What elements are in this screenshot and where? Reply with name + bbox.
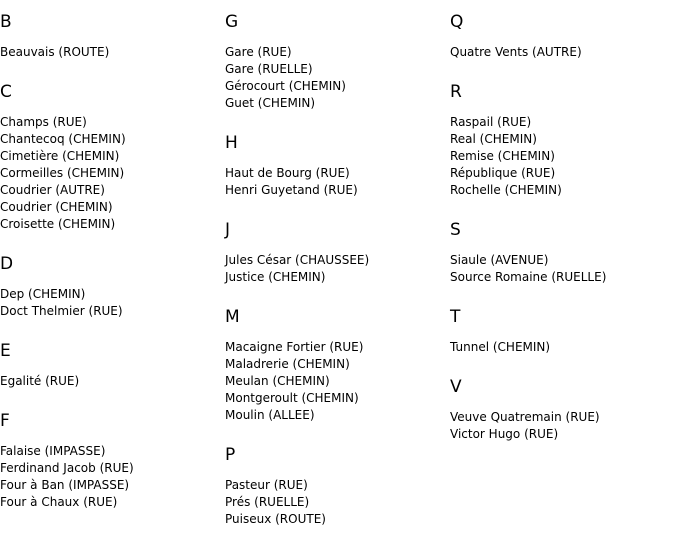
street-link[interactable]: Remise (CHEMIN) [450,149,555,163]
street-link[interactable]: Macaigne Fortier (RUE) [225,340,364,354]
street-link[interactable]: Cimetière (CHEMIN) [0,149,120,163]
street-link[interactable]: Coudrier (AUTRE) [0,183,105,197]
section-letter-heading: H [225,133,238,153]
street-link[interactable]: Gare (RUE) [225,45,292,59]
street-link[interactable]: Veuve Quatremain (RUE) [450,410,600,424]
letter-section [225,445,449,528]
street-list [450,339,674,356]
letter-section [0,341,224,390]
street-link[interactable]: Justice (CHEMIN) [225,270,326,284]
street-link[interactable]: Raspail (RUE) [450,115,532,129]
street-link[interactable]: Real (CHEMIN) [450,132,537,146]
street-list [450,44,674,61]
letter-section [225,220,449,286]
street-link[interactable]: Gérocourt (CHEMIN) [225,79,346,93]
street-list [0,443,224,511]
index-column [225,12,449,549]
street-link[interactable]: Four à Ban (IMPASSE) [0,478,130,492]
letter-section [0,12,224,61]
letter-section [450,220,674,286]
section-letter-heading: E [0,341,11,361]
street-link[interactable]: Meulan (CHEMIN) [225,374,330,388]
street-link[interactable]: Chantecoq (CHEMIN) [0,132,126,146]
street-link[interactable]: Maladrerie (CHEMIN) [225,357,350,371]
street-link[interactable]: Haut de Bourg (RUE) [225,166,350,180]
street-link[interactable]: République (RUE) [450,166,556,180]
letter-section [0,82,224,233]
street-link[interactable]: Quatre Vents (AUTRE) [450,45,582,59]
street-list [225,252,449,286]
street-list [225,477,449,528]
street-list [0,114,224,233]
index-column [450,12,674,464]
street-list [450,114,674,199]
section-letter-heading: D [0,254,14,274]
street-list [450,252,674,286]
street-list [225,165,449,199]
section-letter-heading: P [225,445,236,465]
street-link[interactable]: Gare (RUELLE) [225,62,313,76]
street-list [0,373,224,390]
letter-section [225,12,449,112]
section-letter-heading: C [0,82,12,102]
street-link[interactable]: Moulin (ALLEE) [225,408,315,422]
street-link[interactable]: Beauvais (ROUTE) [0,45,110,59]
letter-section [450,307,674,356]
street-link[interactable]: Four à Chaux (RUE) [0,495,118,509]
letter-section [225,307,449,424]
street-link[interactable]: Montgeroult (CHEMIN) [225,391,359,405]
street-link[interactable]: Guet (CHEMIN) [225,96,316,110]
street-link[interactable]: Pasteur (RUE) [225,478,308,492]
letter-section [0,254,224,320]
street-list [225,44,449,112]
letter-section [225,133,449,199]
street-link[interactable]: Doct Thelmier (RUE) [0,304,123,318]
section-letter-heading: B [0,12,12,32]
index-column [0,12,224,532]
street-list [225,339,449,424]
letter-section [450,377,674,443]
street-link[interactable]: Victor Hugo (RUE) [450,427,559,441]
street-link[interactable]: Champs (RUE) [0,115,87,129]
letter-section [0,411,224,511]
section-letter-heading: F [0,411,10,431]
section-letter-heading: G [225,12,239,32]
section-letter-heading: R [450,82,462,102]
street-link[interactable]: Coudrier (CHEMIN) [0,200,113,214]
street-list [450,409,674,443]
street-link[interactable]: Jules César (CHAUSSEE) [225,253,370,267]
street-link[interactable]: Dep (CHEMIN) [0,287,86,301]
street-link[interactable]: Ferdinand Jacob (RUE) [0,461,134,475]
street-link[interactable]: Henri Guyetand (RUE) [225,183,358,197]
street-list [0,44,224,61]
letter-section [450,82,674,199]
street-link[interactable]: Croisette (CHEMIN) [0,217,116,231]
street-link[interactable]: Falaise (IMPASSE) [0,444,106,458]
section-letter-heading: S [450,220,461,240]
street-link[interactable]: Siaule (AVENUE) [450,253,549,267]
letter-section [450,12,674,61]
street-link[interactable]: Puiseux (ROUTE) [225,512,326,526]
section-letter-heading: Q [450,12,464,32]
section-letter-heading: V [450,377,462,397]
section-letter-heading: J [225,220,231,240]
street-list [0,286,224,320]
street-link[interactable]: Prés (RUELLE) [225,495,310,509]
street-link[interactable]: Tunnel (CHEMIN) [450,340,551,354]
street-link[interactable]: Source Romaine (RUELLE) [450,270,607,284]
street-link[interactable]: Cormeilles (CHEMIN) [0,166,125,180]
street-link[interactable]: Rochelle (CHEMIN) [450,183,562,197]
section-letter-heading: M [225,307,240,327]
section-letter-heading: T [450,307,461,327]
street-link[interactable]: Egalité (RUE) [0,374,80,388]
